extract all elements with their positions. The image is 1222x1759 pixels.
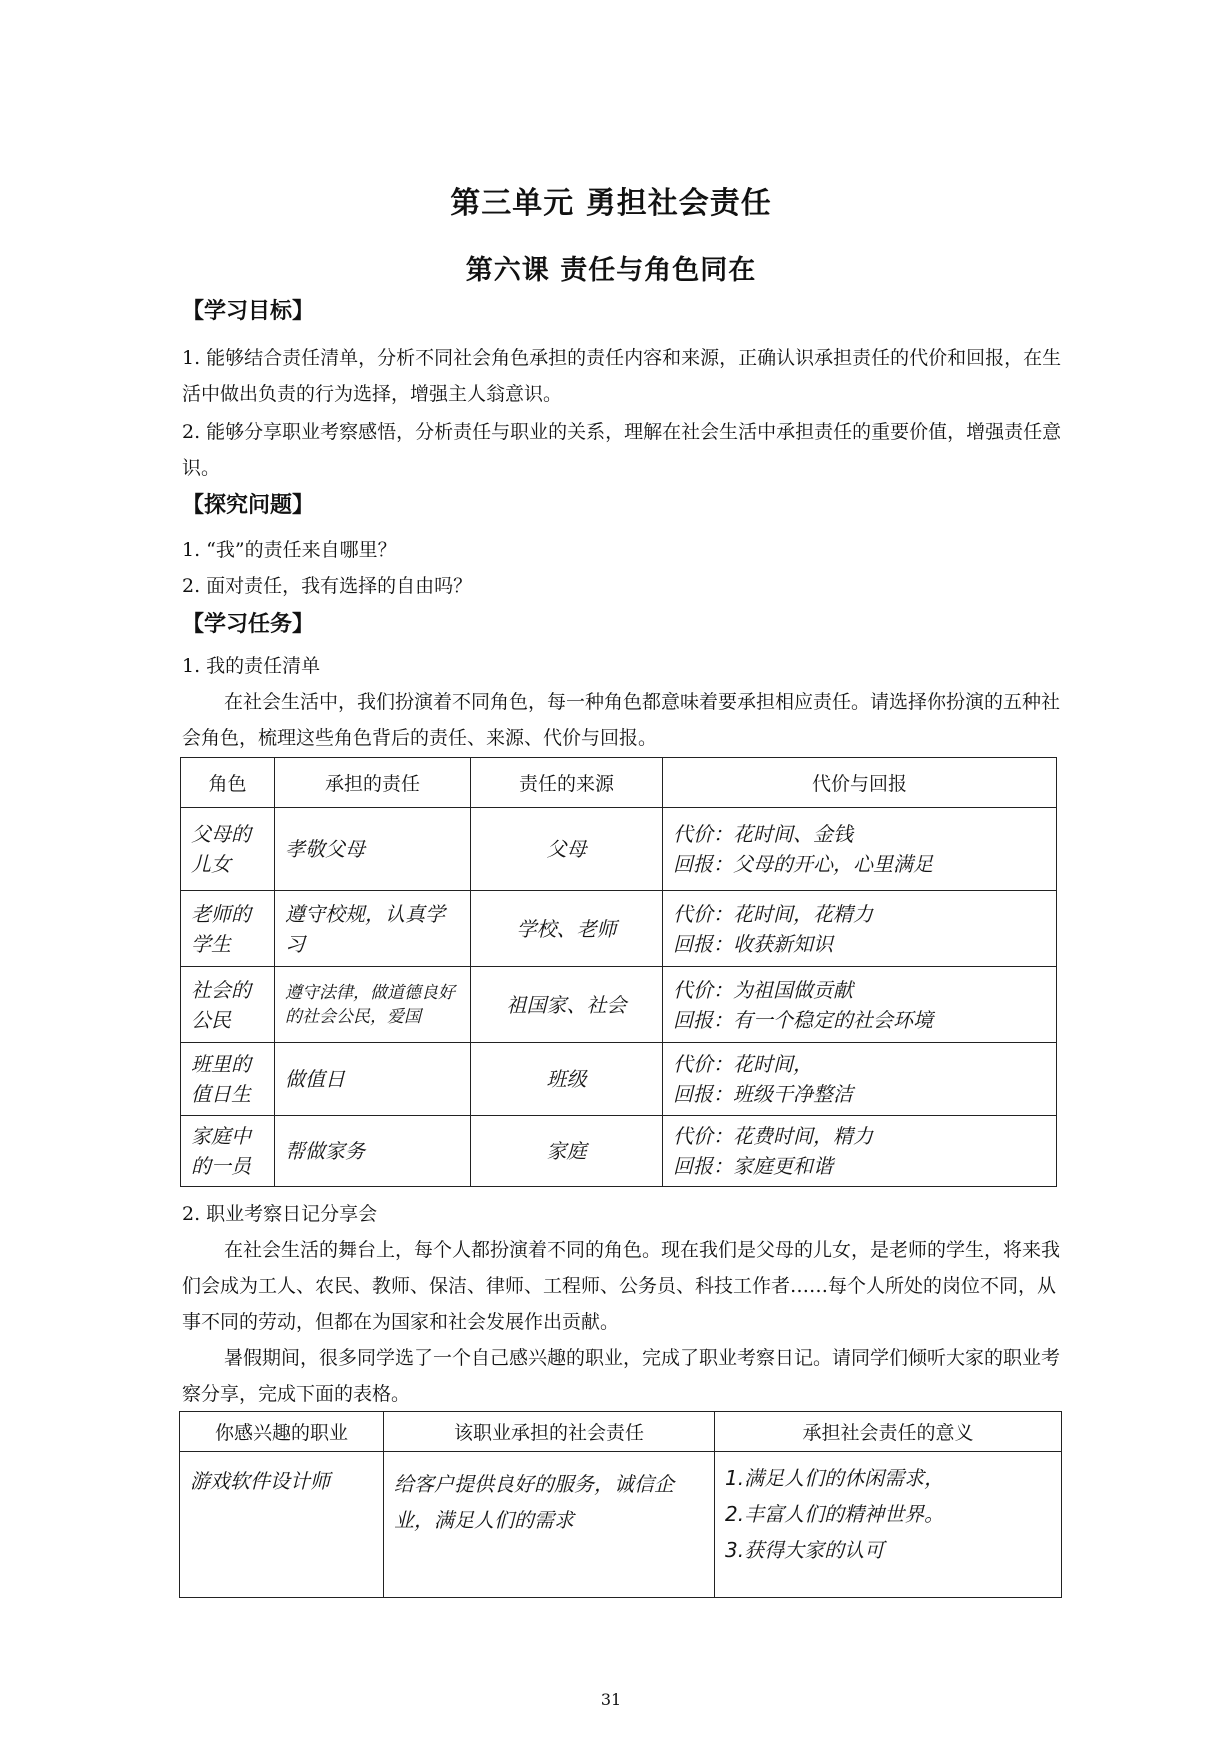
header-cost-reward: 代价与回报 <box>663 758 1057 808</box>
questions-heading: 【探究问题】 <box>182 493 315 518</box>
lesson-title: 第六课 责任与角色同在 <box>465 255 757 286</box>
page-number: 31 <box>600 1690 622 1709</box>
cell-responsibility[interactable]: 孝敬父母 <box>275 808 471 891</box>
header-role: 角色 <box>181 758 275 808</box>
cell-responsibility[interactable]: 遵守校规，认真学习 <box>275 891 471 967</box>
objectives-heading: 【学习目标】 <box>182 299 315 324</box>
cell-source[interactable]: 班级 <box>471 1043 663 1116</box>
header-responsibility: 承担的责任 <box>275 758 471 808</box>
cell-role[interactable]: 老师的学生 <box>181 891 275 967</box>
task2-title: 2. 职业考察日记分享会 <box>182 1203 378 1225</box>
table-row <box>181 891 1057 967</box>
question-2: 2. 面对责任，我有选择的自由吗？ <box>182 575 473 597</box>
header-source: 责任的来源 <box>471 758 663 808</box>
objective-1: 1. 能够结合责任清单，分析不同社会角色承担的责任内容和来源，正确认识承担责任的代价和回报，在生活中做出负责的行为选择，增强主人翁意识。 <box>182 347 1062 405</box>
table-header-row <box>180 1412 1062 1452</box>
table-row <box>180 1452 1062 1598</box>
table-row <box>181 1116 1057 1187</box>
cell-cost-reward[interactable]: 代价：花时间、金钱 回报：父母的开心，心里满足 <box>663 808 1057 891</box>
responsibility-table <box>180 757 1057 1187</box>
table-row <box>181 1043 1057 1116</box>
cell-role[interactable]: 班里的值日生 <box>181 1043 275 1116</box>
header-career: 你感兴趣的职业 <box>180 1412 384 1452</box>
cell-significance[interactable]: 1.满足人们的休闲需求， 2.丰富人们的精神世界。 3.获得大家的认可 <box>715 1452 1062 1598</box>
cell-source[interactable]: 父母 <box>471 808 663 891</box>
task2-paragraph-2: 暑假期间，很多同学选了一个自己感兴趣的职业，完成了职业考察日记。请同学们倾听大家的职业考察分享，完成下面的表格。 <box>182 1347 1061 1405</box>
cell-role[interactable]: 家庭中的一员 <box>181 1116 275 1187</box>
career-table <box>179 1411 1062 1598</box>
objective-2: 2. 能够分享职业考察感悟，分析责任与职业的关系，理解在社会生活中承担责任的重要价值，增强责任意识。 <box>182 421 1062 479</box>
cell-role[interactable]: 父母的儿女 <box>181 808 275 891</box>
cell-cost-reward[interactable]: 代价：花费时间，精力 回报：家庭更和谐 <box>663 1116 1057 1187</box>
unit-title: 第三单元 勇担社会责任 <box>450 186 772 221</box>
task1-title: 1. 我的责任清单 <box>182 655 321 677</box>
cell-career[interactable]: 游戏软件设计师 <box>180 1452 384 1598</box>
cell-responsibility[interactable]: 帮做家务 <box>275 1116 471 1187</box>
cell-cost-reward[interactable]: 代价：为祖国做贡献 回报：有一个稳定的社会环境 <box>663 967 1057 1043</box>
tasks-heading: 【学习任务】 <box>182 612 315 637</box>
cell-cost-reward[interactable]: 代价：花时间， 回报：班级干净整洁 <box>663 1043 1057 1116</box>
cell-cost-reward[interactable]: 代价：花时间，花精力 回报：收获新知识 <box>663 891 1057 967</box>
header-significance: 承担社会责任的意义 <box>715 1412 1062 1452</box>
cell-source[interactable]: 祖国家、社会 <box>471 967 663 1043</box>
question-1: 1. “我”的责任来自哪里？ <box>182 539 397 561</box>
cell-source[interactable]: 家庭 <box>471 1116 663 1187</box>
cell-responsibility[interactable]: 做值日 <box>275 1043 471 1116</box>
table-row <box>181 967 1057 1043</box>
task2-paragraph-1: 在社会生活的舞台上，每个人都扮演着不同的角色。现在我们是父母的儿女，是老师的学生，将来我们会成为工人、农民、教师、保洁、律师、工程师、公务员、科技工作者……每个人所处的岗位不同，从事不同的劳动，但都在为国家和社会发展作出贡献。 <box>182 1239 1061 1333</box>
task1-intro: 在社会生活中，我们扮演着不同角色，每一种角色都意味着要承担相应责任。请选择你扮演的五种社会角色，梳理这些角色背后的责任、来源、代价与回报。 <box>182 691 1061 749</box>
cell-responsibility[interactable]: 遵守法律，做道德良好的社会公民，爱国 <box>275 967 471 1043</box>
cell-role[interactable]: 社会的公民 <box>181 967 275 1043</box>
table-row <box>181 808 1057 891</box>
header-social-responsibility: 该职业承担的社会责任 <box>384 1412 715 1452</box>
cell-source[interactable]: 学校、老师 <box>471 891 663 967</box>
cell-social-responsibility[interactable]: 给客户提供良好的服务，诚信企业，满足人们的需求 <box>384 1452 715 1598</box>
table-header-row <box>181 758 1057 808</box>
